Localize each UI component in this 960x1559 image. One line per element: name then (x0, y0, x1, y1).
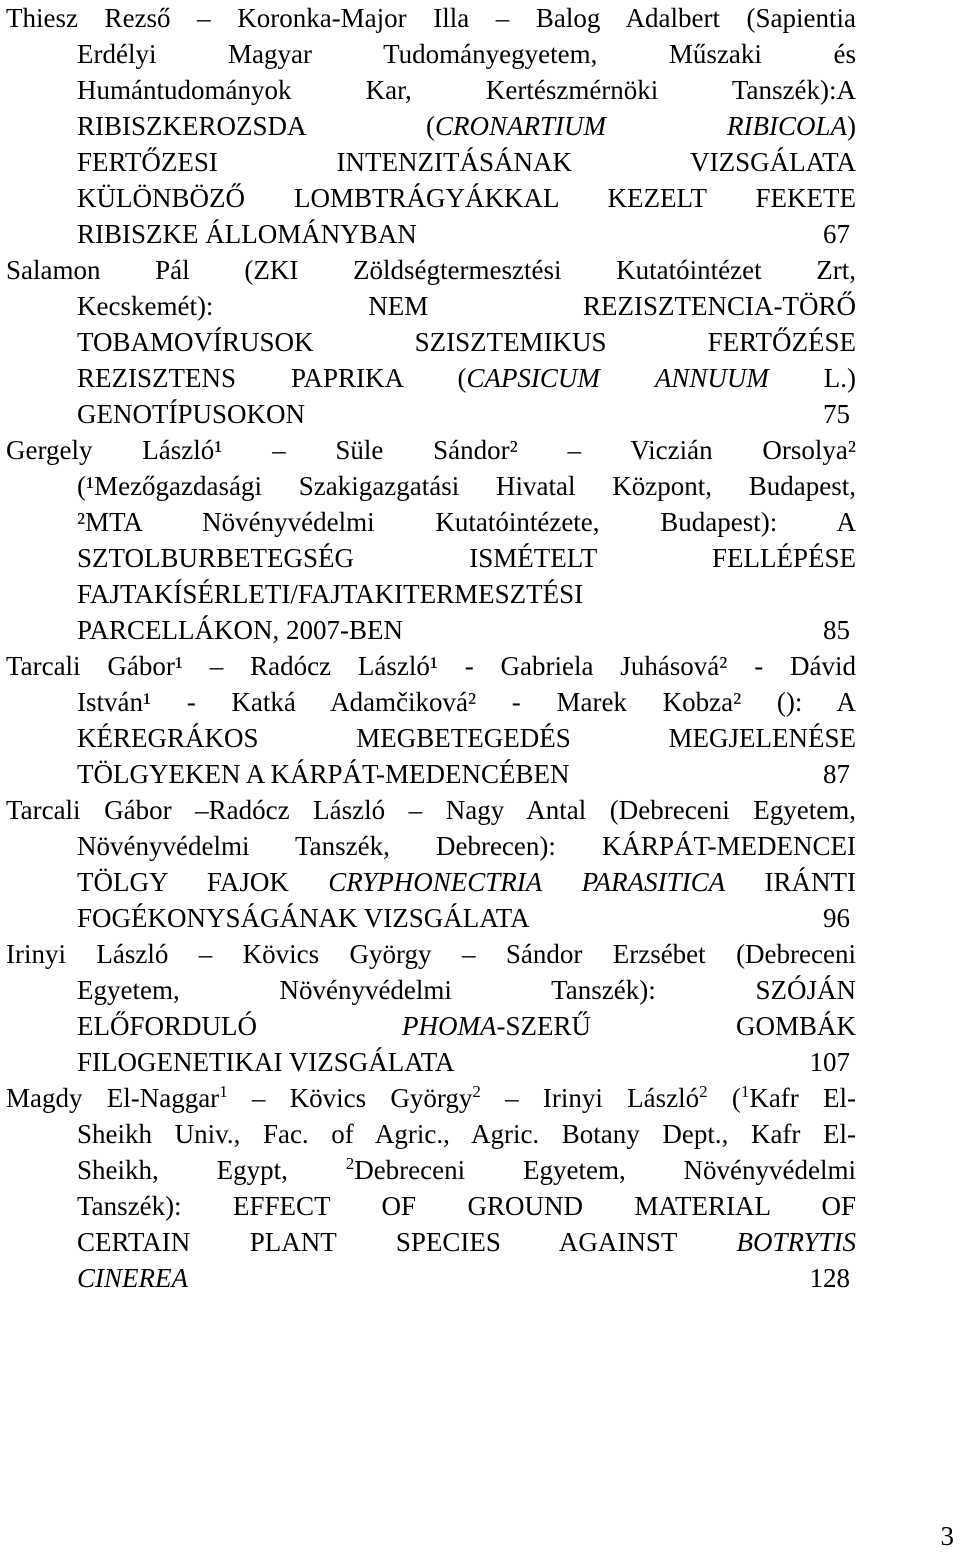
toc-entry-title-end: GENOTÍPUSOKON (77, 399, 305, 429)
toc-entry-line (0, 396, 856, 432)
toc-entry (0, 936, 960, 1080)
toc-entry-line: Kecskemét): NEM REZISZTENCIA-TÖRŐ (77, 291, 856, 321)
toc-entry-line: Tanszék): EFFECT OF GROUND MATERIAL OF (77, 1191, 856, 1221)
toc-entry-line: ²MTA Növényvédelmi Kutatóintézete, Budapest): A (77, 507, 856, 537)
toc-entry-line: TOBAMOVÍRUSOK SZISZTEMIKUS FERTŐZÉSE (77, 327, 856, 357)
toc-entry-line (0, 900, 856, 936)
toc-entry-title-end: TÖLGYEKEN A KÁRPÁT-MEDENCÉBEN (77, 759, 570, 789)
toc-entry-line: Gergely László¹ – Süle Sándor² – Viczián Orsolya² (6, 435, 856, 465)
toc-entry-line (0, 1044, 856, 1080)
toc-entry (0, 648, 960, 792)
toc-entry-line: FAJTAKÍSÉRLETI/FAJTAKITERMESZTÉSI (77, 579, 584, 609)
toc-entry-line: Egyetem, Növényvédelmi Tanszék): SZÓJÁN (77, 975, 856, 1005)
toc-entry-line: ELŐFORDULÓ PHOMA-SZERŰ GOMBÁK (77, 1011, 856, 1041)
toc-entry-line: RIBISZKEROZSDA (CRONARTIUM RIBICOLA) (77, 111, 857, 141)
toc-entry-line: Sheikh Univ., Fac. of Agric., Agric. Botany Dept., Kafr El- (77, 1119, 856, 1149)
toc-entry-line (0, 216, 856, 252)
toc-entry-title-end: CINEREA (77, 1263, 188, 1293)
toc-entry-line: Sheikh, Egypt, $^2$Debreceni Egyetem, Növényvédelmi (77, 1154, 857, 1185)
toc-entry-line: Erdélyi Magyar Tudományegyetem, Műszaki és (77, 39, 856, 69)
toc-entry (0, 0, 960, 252)
toc-entry-line (0, 612, 856, 648)
toc-entry-line (0, 756, 856, 792)
toc-entry-line: FERTŐZESI INTENZITÁSÁNAK VIZSGÁLATA (77, 147, 856, 177)
toc-page-number: 85 (823, 615, 850, 645)
toc-entry-line: Salamon Pál (ZKI Zöldségtermesztési Kutatóintézet Zrt, (6, 255, 856, 285)
toc-entry (0, 432, 960, 648)
toc-entry-line (0, 1260, 856, 1296)
page-number: 3 (940, 1521, 954, 1551)
toc-entry-line: Magdy El-Naggar$^1$ – Kövics György$^2$ – Irinyi László$^2$ ($^1$Kafr El- (6, 1082, 857, 1113)
toc-entry-line: Irinyi László – Kövics György – Sándor Erzsébet (Debreceni (6, 939, 856, 969)
toc-entry-line: (¹Mezőgazdasági Szakigazgatási Hivatal Központ, Budapest, (77, 471, 856, 501)
toc-entry-line: REZISZTENS PAPRIKA (CAPSICUM ANNUUM L.) (77, 363, 857, 393)
toc-entry-line: CERTAIN PLANT SPECIES AGAINST BOTRYTIS (77, 1227, 857, 1257)
toc-entry-title-end: PARCELLÁKON, 2007-BEN (77, 615, 404, 645)
toc-entry-line: TÖLGY FAJOK CRYPHONECTRIA PARASITICA IRÁNTI (77, 867, 857, 897)
toc-entry-line: KÉREGRÁKOS MEGBETEGEDÉS MEGJELENÉSE (77, 723, 856, 753)
toc-entry-line: KÜLÖNBÖZŐ LOMBTRÁGYÁKKAL KEZELT FEKETE (77, 183, 856, 213)
toc-entry-line: Növényvédelmi Tanszék, Debrecen): KÁRPÁT-MEDENCEI (77, 831, 856, 861)
toc-page-number: 87 (823, 759, 850, 789)
toc-page-number: 75 (823, 399, 850, 429)
toc-entry-line: István¹ - Katká Adamčiková² - Marek Kobza² (): A (77, 687, 856, 717)
toc-entry (0, 792, 960, 936)
toc-page-number: 96 (823, 903, 850, 933)
toc-page-number: 128 (809, 1263, 850, 1293)
toc-entry-line: Tarcali Gábor¹ – Radócz László¹ - Gabriela Juhásová² - Dávid (6, 651, 856, 681)
toc-entry-line: SZTOLBURBETEGSÉG ISMÉTELT FELLÉPÉSE (77, 543, 856, 573)
toc-entry (0, 252, 960, 432)
toc-entry-title-end: FILOGENETIKAI VIZSGÁLATA (77, 1047, 455, 1077)
toc-entry (0, 1080, 960, 1296)
toc-entry-line: Tarcali Gábor –Radócz László – Nagy Antal (Debreceni Egyetem, (6, 795, 856, 825)
toc-entry-line: Humántudományok Kar, Kertészmérnöki Tanszék):A (77, 75, 856, 105)
toc-entry-title-end: RIBISZKE ÁLLOMÁNYBAN (77, 219, 417, 249)
toc-page-number: 67 (823, 219, 850, 249)
toc-entry-line: Thiesz Rezső – Koronka-Major Illa – Balog Adalbert (Sapientia (6, 3, 856, 33)
toc-page-number: 107 (809, 1047, 850, 1077)
toc-entry-title-end: FOGÉKONYSÁGÁNAK VIZSGÁLATA (77, 903, 530, 933)
